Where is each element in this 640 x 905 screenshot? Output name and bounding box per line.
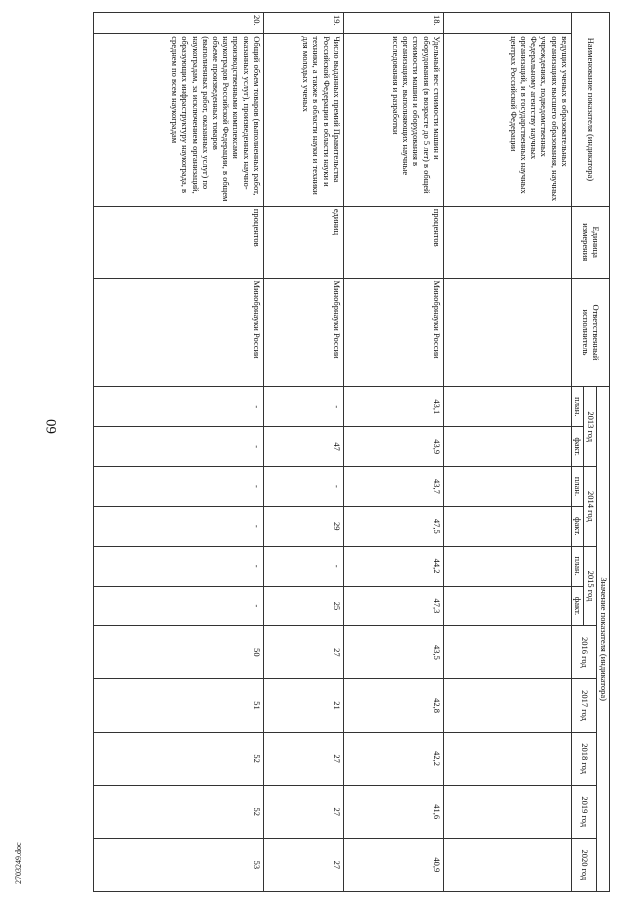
- value-2013-plan: 43,1: [343, 387, 443, 427]
- header-plan-2013: план.: [571, 387, 584, 427]
- table-row: [343, 13, 443, 892]
- value-2015-plan: -: [93, 546, 263, 586]
- row-unit: процентов: [93, 206, 263, 278]
- row-indicator-name: Число выданных премий Правительства Российской Федерации в области науки и техники, а также в области науки и техники для молодых ученых: [263, 34, 343, 207]
- value-2017: 42,8: [343, 679, 443, 732]
- value-2020: 40,9: [343, 838, 443, 891]
- row-indicator-name: Удельный вес стоимости машин и оборудования (в возрасте до 5 лет) в общей стоимости машин и оборудования в организациях, выполняющих научные исследования и разработки: [343, 34, 443, 207]
- value-2018: 52: [93, 732, 263, 785]
- value-2019: 27: [263, 785, 343, 838]
- row-number: 20.: [93, 13, 263, 34]
- value-2015-plan: -: [263, 546, 343, 586]
- header-year-2018: 2018 год: [571, 732, 597, 785]
- header-fact-2015: факт.: [571, 586, 584, 626]
- header-fact-2013: факт.: [571, 427, 584, 467]
- value-2014-fact: 47,5: [343, 506, 443, 546]
- value-2014-fact: 29: [263, 506, 343, 546]
- row-executor: Минобрнауки России: [343, 278, 443, 387]
- value-2014-fact: -: [93, 506, 263, 546]
- header-name: Наименование показателя (индикатора): [571, 13, 609, 207]
- value-2013-plan: -: [263, 387, 343, 427]
- indicator-table: [93, 12, 610, 892]
- value-2013-fact: -: [93, 427, 263, 467]
- value-2014-plan: 43,7: [343, 467, 443, 507]
- value-2016: 27: [263, 626, 343, 679]
- header-year-2016: 2016 год: [571, 626, 597, 679]
- row-number: 18.: [343, 13, 443, 34]
- header-values-group: Значение показателя (индикатора): [597, 387, 610, 892]
- value-2018: 27: [263, 732, 343, 785]
- value-2015-plan: 44,2: [343, 546, 443, 586]
- row-unit: единиц: [263, 206, 343, 278]
- header-fact-2014: факт.: [571, 506, 584, 546]
- row-unit: процентов: [343, 206, 443, 278]
- header-year-2015: 2015 год: [584, 546, 597, 626]
- document-id: 2703249.doc: [14, 842, 23, 884]
- value-2017: 51: [93, 679, 263, 732]
- value-2019: 41,6: [343, 785, 443, 838]
- value-2016: 43,5: [343, 626, 443, 679]
- row-executor: Минобрнауки России: [263, 278, 343, 387]
- header-year-2014: 2014 год: [584, 467, 597, 547]
- value-2015-fact: 25: [263, 586, 343, 626]
- value-2020: 27: [263, 838, 343, 891]
- header-year-2017: 2017 год: [571, 679, 597, 732]
- value-2015-fact: 47,3: [343, 586, 443, 626]
- indicator-table-sheet: [60, 12, 610, 892]
- header-year-2013: 2013 год: [584, 387, 597, 467]
- header-year-2019: 2019 год: [571, 785, 597, 838]
- table-row: [263, 13, 343, 892]
- continuation-text: ведущих ученых в образовательных организациях высшего образования, научных учреждениях, подведомственных Федеральному агентству научных организаций, и в государственных научных центрах Российской Федерации: [443, 34, 571, 207]
- value-2020: 53: [93, 838, 263, 891]
- header-executor: Ответственный исполнитель: [571, 278, 609, 387]
- value-2016: 50: [93, 626, 263, 679]
- row-indicator-name: Общий объем товаров (выполненных работ, оказанных услуг), произведенных научно-производственными комплексами наукоградов Российской Федерации, в общем объеме произведенных товаров (выполненных работ, оказанных услуг) по наукоградам, за исключением организаций, образующих инфраструктуру наукограда, в среднем по всем наукоградам: [93, 34, 263, 207]
- header-year-2020: 2020 год: [571, 838, 597, 891]
- table-row: [93, 13, 263, 892]
- value-2014-plan: -: [93, 467, 263, 507]
- value-2019: 52: [93, 785, 263, 838]
- header-plan-2015: план.: [571, 546, 584, 586]
- row-number: 19.: [263, 13, 343, 34]
- page-number: 60: [44, 419, 60, 434]
- value-2018: 42,2: [343, 732, 443, 785]
- header-plan-2014: план.: [571, 467, 584, 507]
- header-unit: Единица измерения: [571, 206, 609, 278]
- value-2014-plan: -: [263, 467, 343, 507]
- value-2013-plan: -: [93, 387, 263, 427]
- value-2017: 21: [263, 679, 343, 732]
- value-2013-fact: 43,9: [343, 427, 443, 467]
- table-row-continuation: [443, 13, 571, 892]
- value-2013-fact: 47: [263, 427, 343, 467]
- value-2015-fact: -: [93, 586, 263, 626]
- row-executor: Минобрнауки России: [93, 278, 263, 387]
